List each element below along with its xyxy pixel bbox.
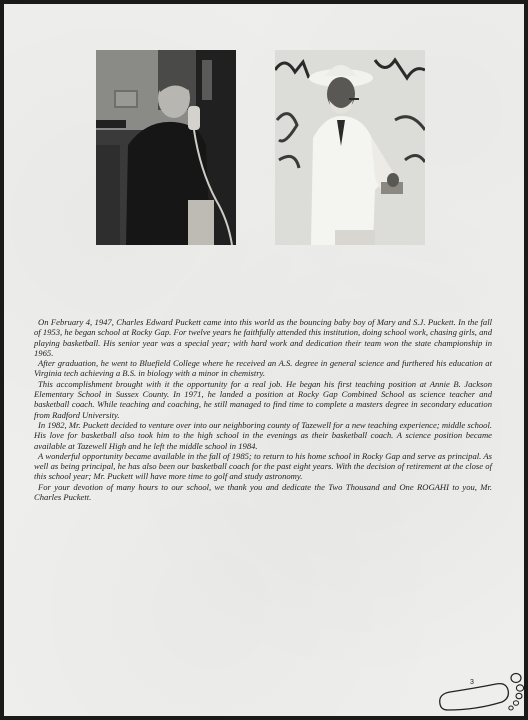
article-paragraph-5: A wonderful opportunity became available in the fall of 1985; to return to his home school in Rocky Gap and serve as principal. As well as being principal, he has also been our basketball coach for the past eight years. With the decision of retirement at the close of this school year; Mr. Puckett will have more time to golf and study astronomy.	[34, 450, 492, 482]
article-paragraph-2: After graduation, he went to Bluefield College where he received an A.S. degree in general science and furthered his education at Virginia tech achieving a B.S. in biology with a minor in chemistry.	[34, 358, 492, 379]
article-paragraph-4: In 1982, Mr. Puckett decided to venture over into our neighboring county of Tazewell for a new teaching experience; middle school. His love for basketball also took him to the high school in the evenings as their basketball coach. A science position became available at Tazewell High and he left the middle school in 1984.	[34, 419, 492, 451]
footprint-icon-shape	[436, 664, 524, 714]
dedication-article	[34, 317, 492, 502]
article-paragraph-3: This accomplishment brought with it the opportunity for a real job. He began his first teaching position at Annie B. Jackson Elementary School in Sussex County. In 1971, he landed a position at Rocky Gap Combined School as science teacher and basketball coach. While teaching and coaching, he still managed to find time to complete a masters degree in secondary education from Radford University.	[34, 378, 492, 420]
photo-man-in-white-suit	[275, 50, 425, 245]
photo-man-in-white-suit-image	[275, 50, 425, 245]
photo-man-on-telephone	[96, 50, 236, 245]
footprint-icon	[436, 664, 524, 714]
article-paragraph-6: For your devotion of many hours to our school, we thank you and dedicate the Two Thousand and One ROGAHI to you, Mr. Charles Puckett.	[34, 481, 492, 503]
article-paragraph-1: On February 4, 1947, Charles Edward Puckett came into this world as the bouncing baby boy of Mary and S.J. Puckett. In the fall of 1953, he began school at Rocky Gap. For twelve years he faithfully attended this institution, doing school work, chasing girls, and playing basketball. His senior year was a special year; with hard work and dedication their team won the state championship in 1965.	[34, 317, 492, 358]
yearbook-page	[4, 4, 524, 716]
photo-man-on-telephone-image	[96, 50, 236, 245]
page-number: 3	[470, 679, 474, 686]
